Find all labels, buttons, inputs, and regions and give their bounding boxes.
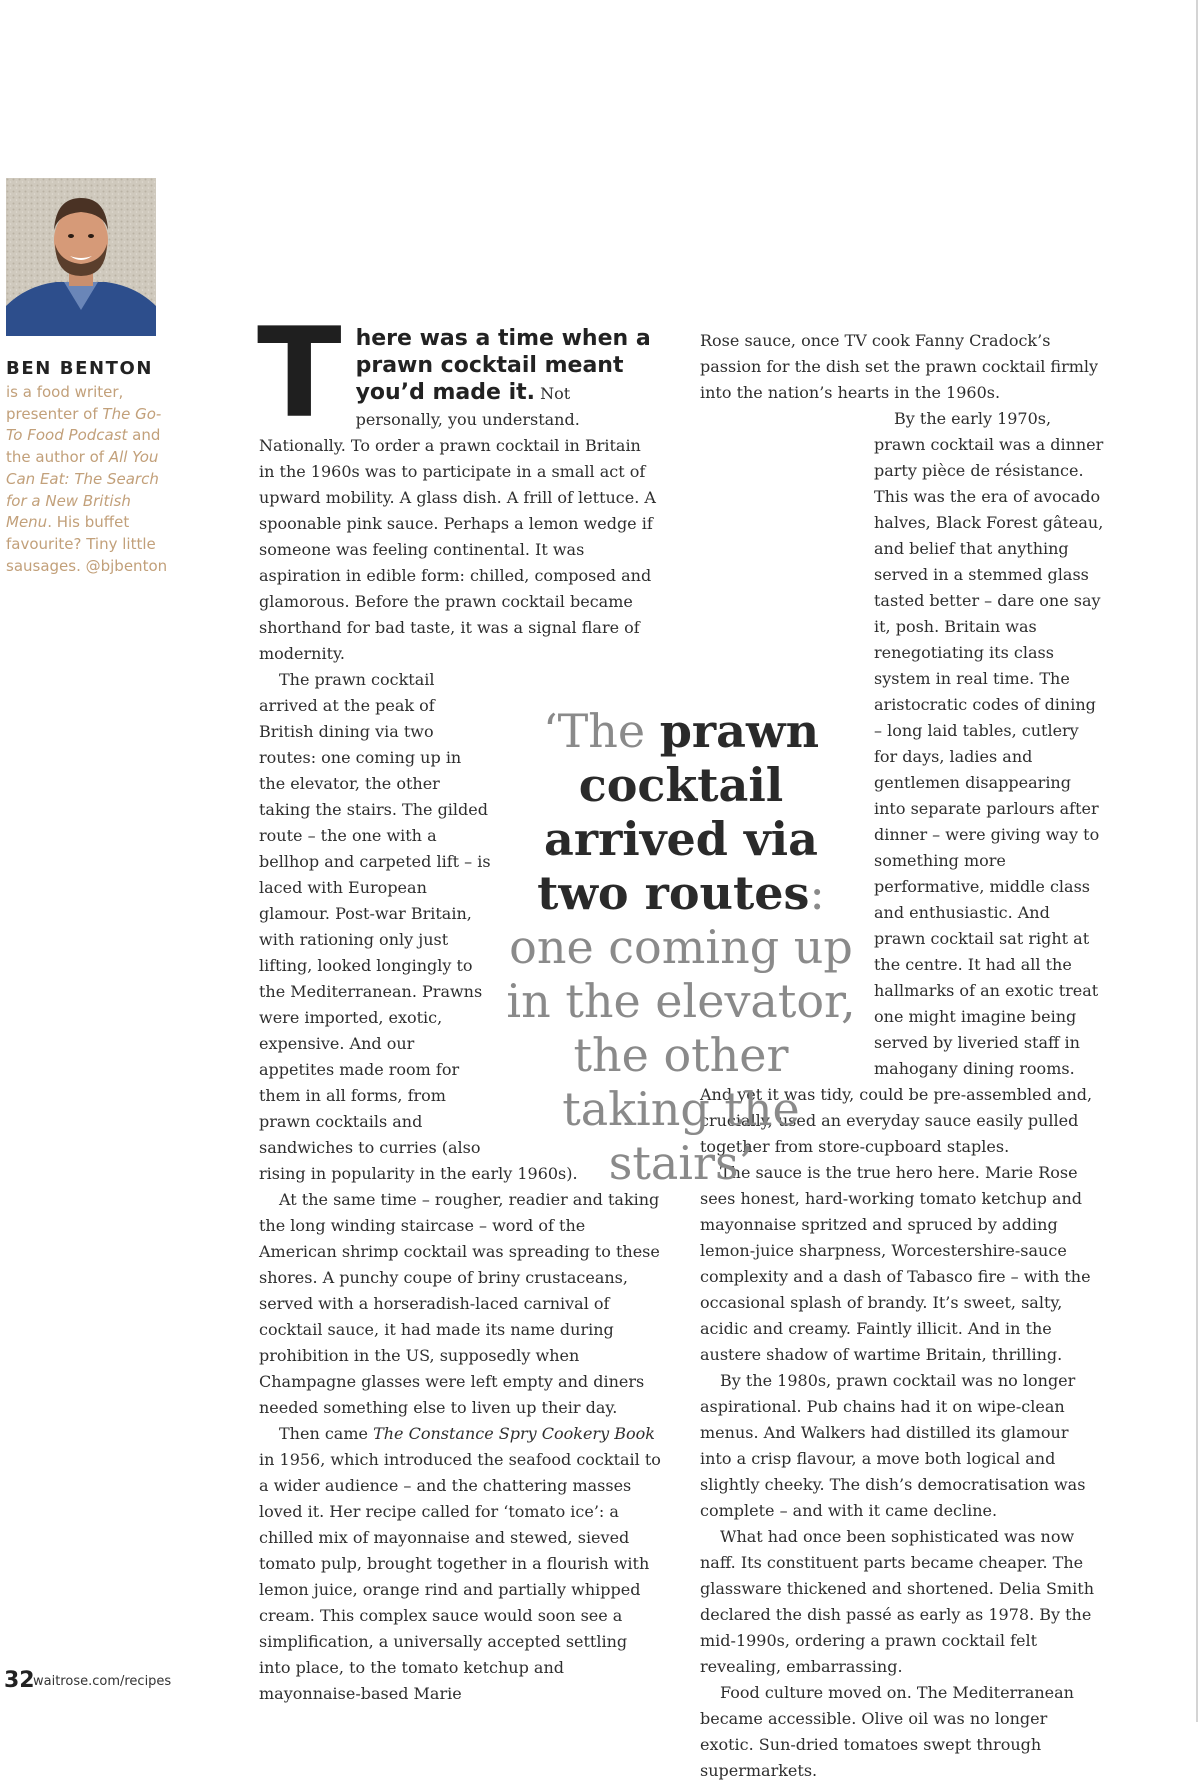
article-paragraph: Rose sauce, once TV cook Fanny Cradock’s passion for the dish set the prawn cocktail firmly into the nation’s hearts in the 1960s. — [700, 331, 1099, 402]
article-paragraph: Then came The Constance Spry Cookery Book in 1956, which introduced the seafood cocktail to a wider audience – and the chattering masses loved it. Her recipe called for ‘tomato ice’: a chilled mix of mayonnaise and stewed, sieved tomato pulp, brought together in a flourish with lemon juice, orange rind and partially whipped cream. This complex sauce would soon see a simplification, a universally accepted settling into place, to the tomato ketchup and mayonnaise-based Marie — [259, 1424, 661, 1703]
article-paragraph: At the same time – rougher, readier and taking the long winding staircase – word of the American shrimp cocktail was spreading to these shores. A punchy coupe of briny crustaceans, served with a horseradish-laced carnival of cocktail sauce, it had made its name during prohibition in the US, supposedly when Champagne glasses were left empty and diners needed something else to liven up their day. — [259, 1190, 660, 1417]
book-title: All You Can Eat: The Search for a New British Menu — [6, 448, 159, 532]
cookery-book-title: The Constance Spry Cookery Book — [373, 1424, 655, 1443]
pull-quote: ‘The prawn cocktail arrived via two routes: one coming up in the elevator, the other taking the stairs’ — [506, 704, 856, 1190]
drop-cap: T — [257, 302, 342, 446]
article-paragraph: By the 1980s, prawn cocktail was no longer aspirational. Pub chains had it on wipe-clean menus. And Walkers had distilled its glamour into a crisp flavour, a move both logical and slightly cheeky. The dish’s democratisation was complete – and with it came decline. — [700, 1371, 1086, 1520]
author-photo — [6, 178, 156, 336]
author-bio: is a food writer, presenter of The Go-To Food Podcast and the author of All You Can Eat: The Search for a New British Menu. His buffet favourite? Tiny little sausages. @bjbenton — [6, 383, 168, 575]
page-edge-line — [1196, 0, 1198, 1722]
article-paragraph: The prawn cocktail arrived at the peak of British dining via two routes: one coming up in the elevator, the other taking the stairs. The gilded route – the one with a bellhop and carpeted lift – is laced with European glamour. Post-war Britain, with rationing only just lifting, looked longingly to the Mediterranean. Prawns were imported, exotic, expensive. And our appetites made room for them in all forms, from prawn cocktails and sandwiches to curries (also rising in popularity in the early 1960s). — [259, 670, 578, 1183]
article-paragraph: The sauce is the true hero here. Marie Rose sees honest, hard-working tomato ketchup and mayonnaise spritzed and spruced by adding lemon-juice sharpness, Worcestershire-sauce complexity and a dash of Tabasco fire – with the occasional splash of brandy. It’s sweet, salty, acidic and creamy. Faintly illicit. And in the austere shadow of wartime Britain, thrilling. — [700, 1163, 1091, 1364]
site-url: waitrose.com/recipes — [33, 1674, 172, 1689]
page-number: 32 — [4, 1668, 35, 1693]
article-paragraph: By the early 1970s, prawn cocktail was a dinner party pièce de résistance. This was the era of avocado halves, Black Forest gâteau, and belief that anything served in a stemmed glass tasted better – dare one say it, posh. Britain was renegotiating its class system in real time. The aristocratic codes of dining – long laid tables, cutlery for days, ladies and gentlemen disappearing into separate parlours after dinner – were giving way to something more performative, middle class and enthusiastic. And prawn cocktail sat right at the centre. It had all the hallmarks of an exotic treat one might imagine being served by liveried staff in mahogany dining rooms. And yet it was tidy, could be pre-assembled and, crucially, used an everyday sauce easily pulled together from store-cupboard staples. — [700, 409, 1104, 1156]
article-lede: here was a time when a prawn cocktail meant you’d made it. — [355, 326, 651, 405]
article-paragraph: Food culture moved on. The Mediterranean became accessible. Olive oil was no longer exotic. Sun-dried tomatoes swept through supermarkets. — [700, 1683, 1074, 1780]
article-paragraph: There was a time when a prawn cocktail meant you’d made it. Not personally, you understand. Nationally. To order a prawn cocktail in Britain in the 1960s was to participate in a small act of upward mobility. A glass dish. A frill of lettuce. A spoonable pink sauce. Perhaps a lemon wedge if someone was feeling continental. It was aspiration in edible form: chilled, composed and glamorous. Before the prawn cocktail became shorthand for bad taste, it was a signal flare of modernity. — [257, 302, 656, 663]
podcast-title: The Go-To Food Podcast — [6, 404, 162, 445]
author-name: BEN BENTON — [6, 358, 154, 379]
article-paragraph: What had once been sophisticated was now naff. Its constituent parts became cheaper. The glassware thickened and shortened. Delia Smith declared the dish passé as early as 1978. By the mid-1990s, ordering a prawn cocktail felt revealing, embarrassing. — [700, 1527, 1095, 1676]
